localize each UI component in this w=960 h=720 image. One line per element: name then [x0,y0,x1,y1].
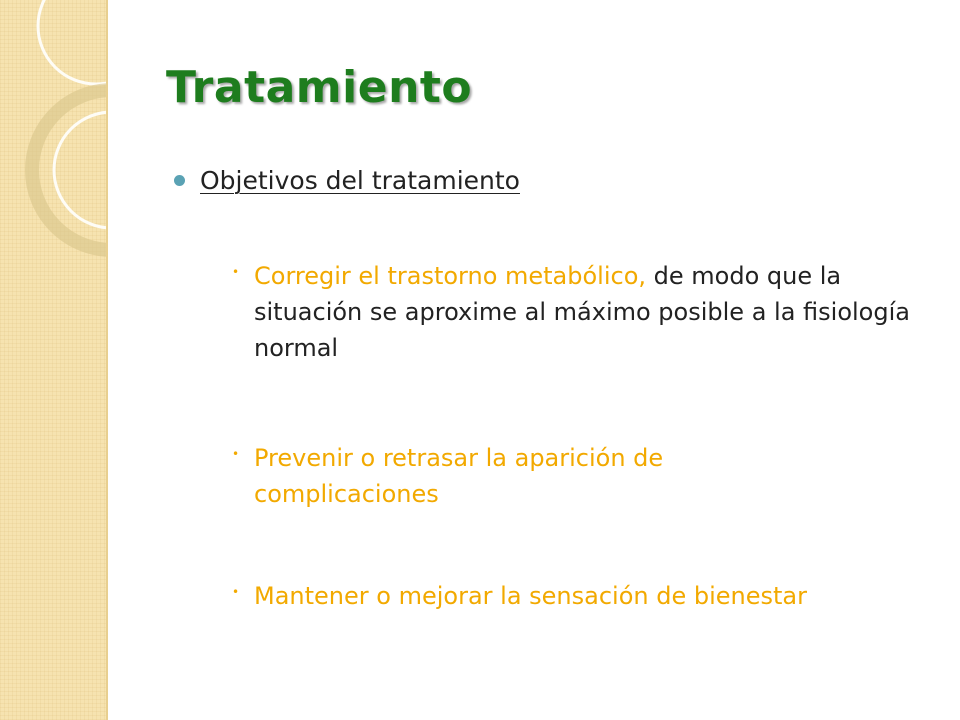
objective-text [254,440,832,512]
objective-highlight: Mantener o mejorar la sensación de bienestar [254,582,807,610]
objective-highlight: Prevenir o retrasar la aparición de complicaciones [254,444,664,508]
small-dot-icon: • [232,265,240,279]
objective-item [232,578,932,614]
teal-dot-icon [174,175,185,186]
objectives-bullet [174,166,520,195]
slide-title: Tratamiento [166,62,473,113]
objective-text [254,578,807,614]
objective-item [232,258,912,366]
decorative-left-band [0,0,106,720]
objective-detail: de modo que la situación se aproxime al máximo posible a la fisiología normal [254,262,910,362]
small-dot-icon: • [232,447,240,461]
objective-text [254,258,912,366]
objective-highlight: Corregir el trastorno metabólico, [254,262,647,290]
objective-item [232,440,832,512]
band-divider [106,0,108,720]
small-dot-icon: • [232,585,240,599]
objectives-heading: Objetivos del tratamiento [200,166,520,195]
decorative-circles-icon [0,0,106,720]
